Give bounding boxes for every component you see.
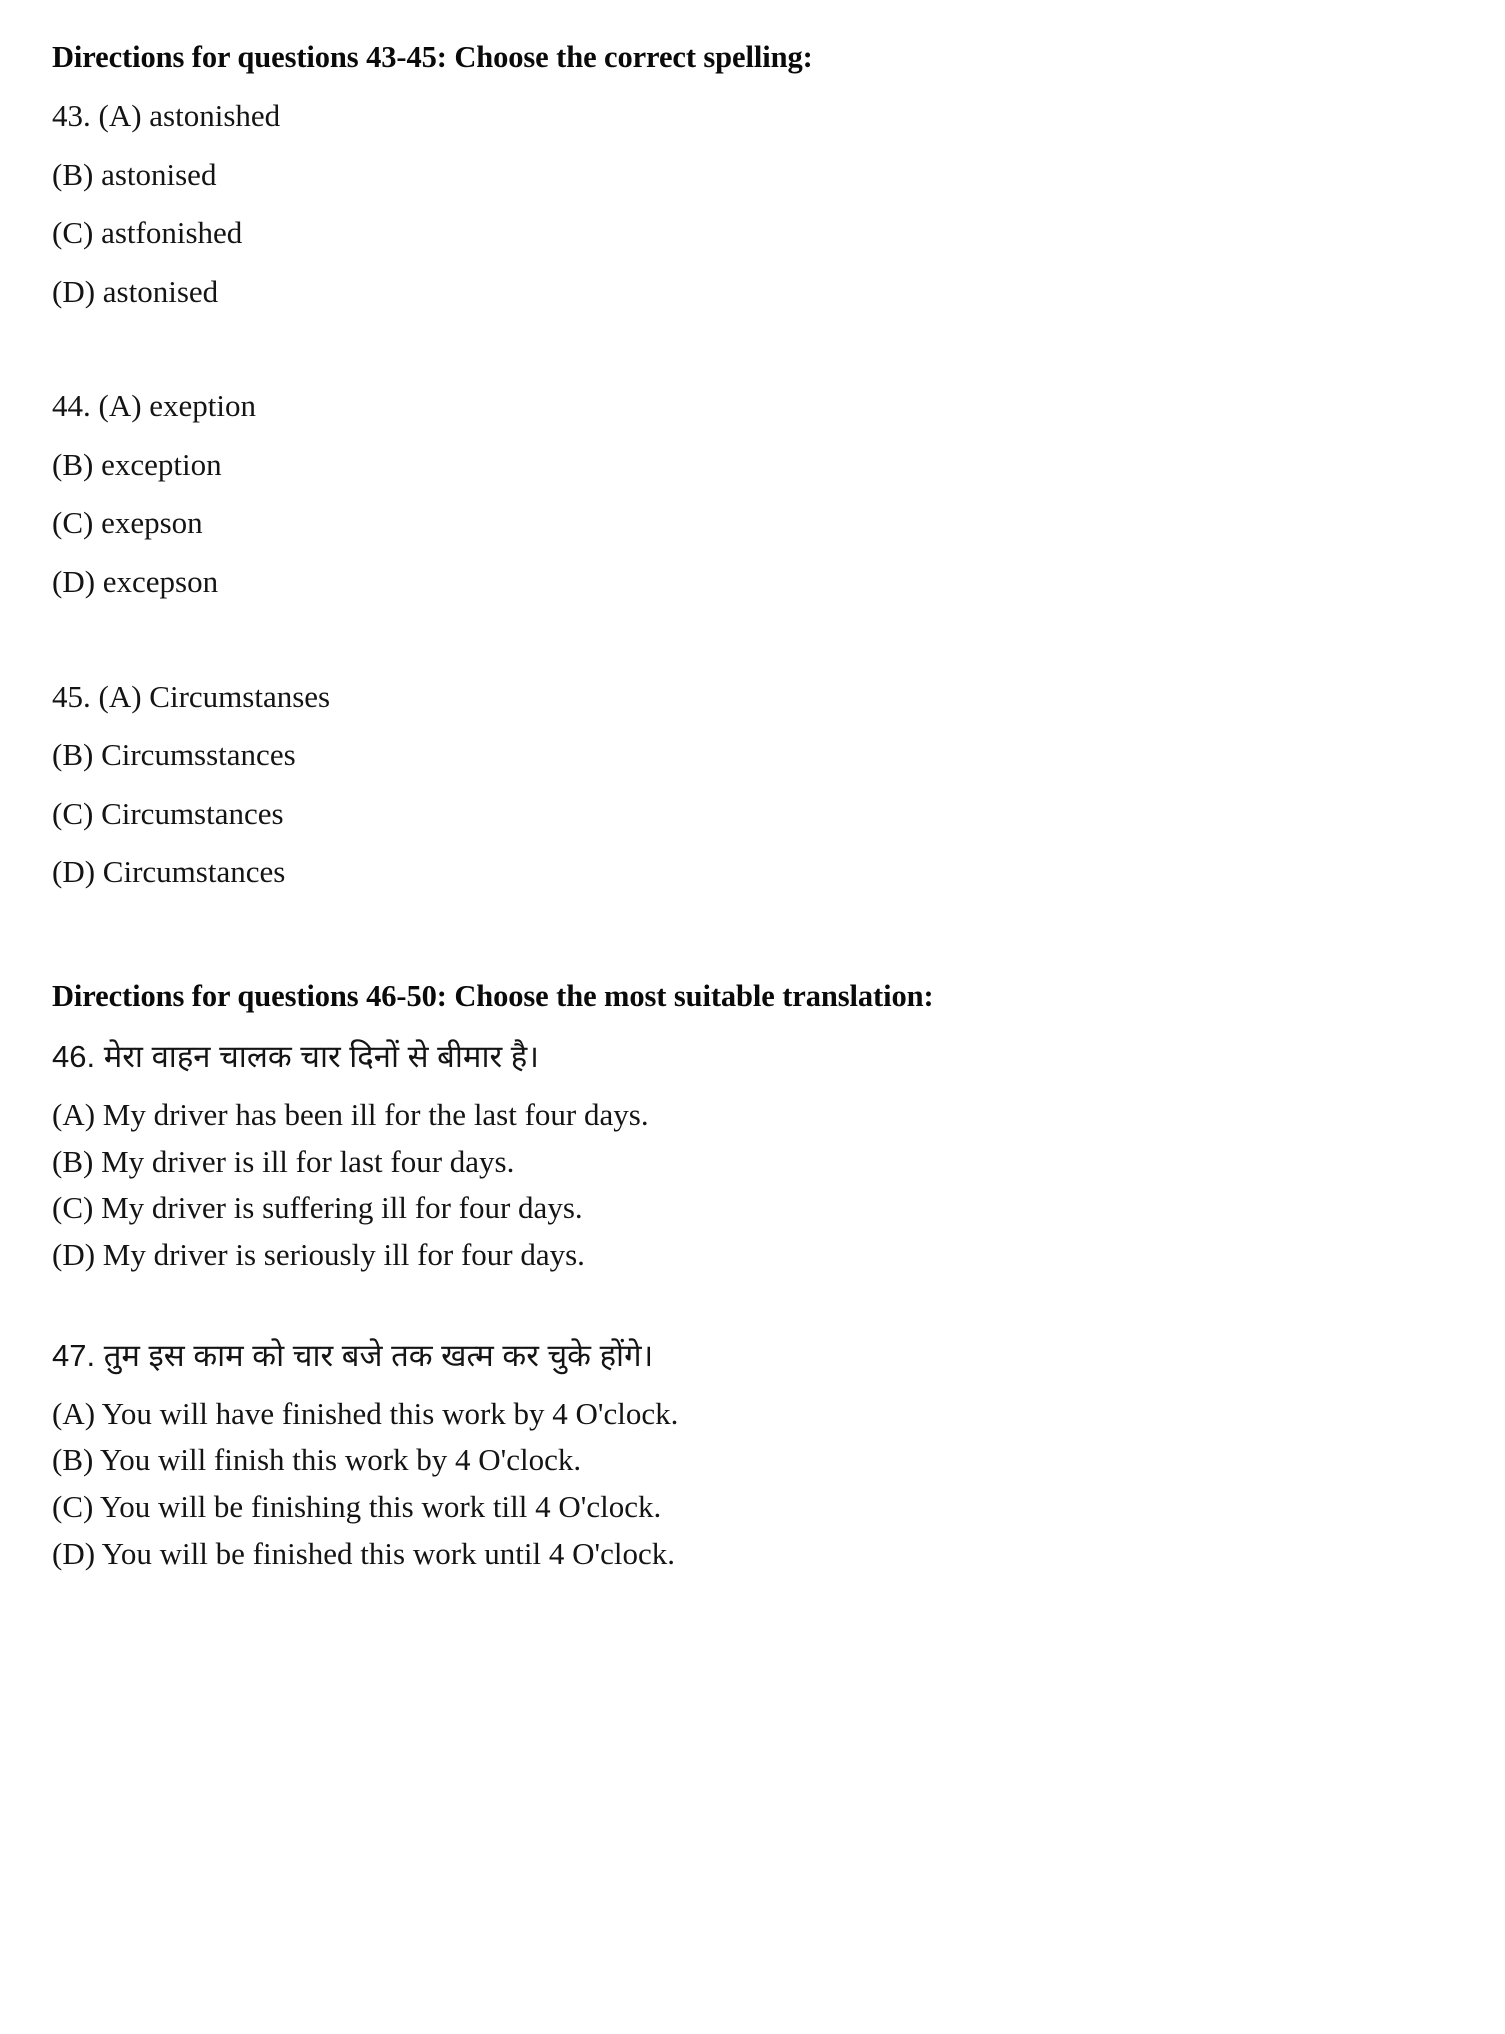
question-43-option-b[interactable]: (B) astonised <box>52 156 217 192</box>
question-44-option-c[interactable]: (C) exepson <box>52 505 203 541</box>
question-block-45 <box>52 679 1445 891</box>
directions-heading-spelling: Directions for questions 43-45: Choose the correct spelling: <box>52 40 813 74</box>
question-44-stem: 44. (A) exeption <box>52 388 257 424</box>
question-47-option-c[interactable]: (C) You will be finishing this work till 4 O'clock. <box>52 1488 662 1524</box>
directions-heading-translation: Directions for questions 46-50: Choose the most suitable translation: <box>52 978 934 1013</box>
question-45-option-b[interactable]: (B) Circumsstances <box>52 737 296 773</box>
question-44-option-d[interactable]: (D) excepson <box>52 564 219 600</box>
question-47-option-d[interactable]: (D) You will be finished this work until 4 O'clock. <box>52 1535 675 1571</box>
question-block-46 <box>52 1037 1445 1274</box>
question-45-option-c[interactable]: (C) Circumstances <box>52 795 284 831</box>
question-47-option-b[interactable]: (B) You will finish this work by 4 O'clock. <box>52 1442 582 1478</box>
question-43-stem: 43. (A) astonished <box>52 97 281 133</box>
question-44-option-b[interactable]: (B) exception <box>52 446 222 482</box>
question-block-44 <box>52 388 1445 600</box>
question-46-option-a[interactable]: (A) My driver has been ill for the last four days. <box>52 1097 649 1133</box>
question-46-option-d[interactable]: (D) My driver is seriously ill for four days. <box>52 1236 585 1272</box>
question-46-option-b[interactable]: (B) My driver is ill for last four days. <box>52 1143 515 1179</box>
question-46-option-c[interactable]: (C) My driver is suffering ill for four days. <box>52 1190 583 1226</box>
question-45-option-d[interactable]: (D) Circumstances <box>52 854 286 890</box>
question-43-option-d[interactable]: (D) astonised <box>52 273 219 309</box>
question-47-prompt: 47. तुम इस काम को चार बजे तक खत्म कर चुके होंगे। <box>52 1337 654 1373</box>
question-45-stem: 45. (A) Circumstanses <box>52 678 331 714</box>
question-47-option-a[interactable]: (A) You will have finished this work by 4 O'clock. <box>52 1395 679 1431</box>
question-46-prompt: 46. मेरा वाहन चालक चार दिनों से बीमार है। <box>52 1038 539 1074</box>
question-block-43 <box>52 98 1445 310</box>
question-43-option-c[interactable]: (C) astfonished <box>52 215 243 251</box>
question-block-47 <box>52 1336 1445 1573</box>
